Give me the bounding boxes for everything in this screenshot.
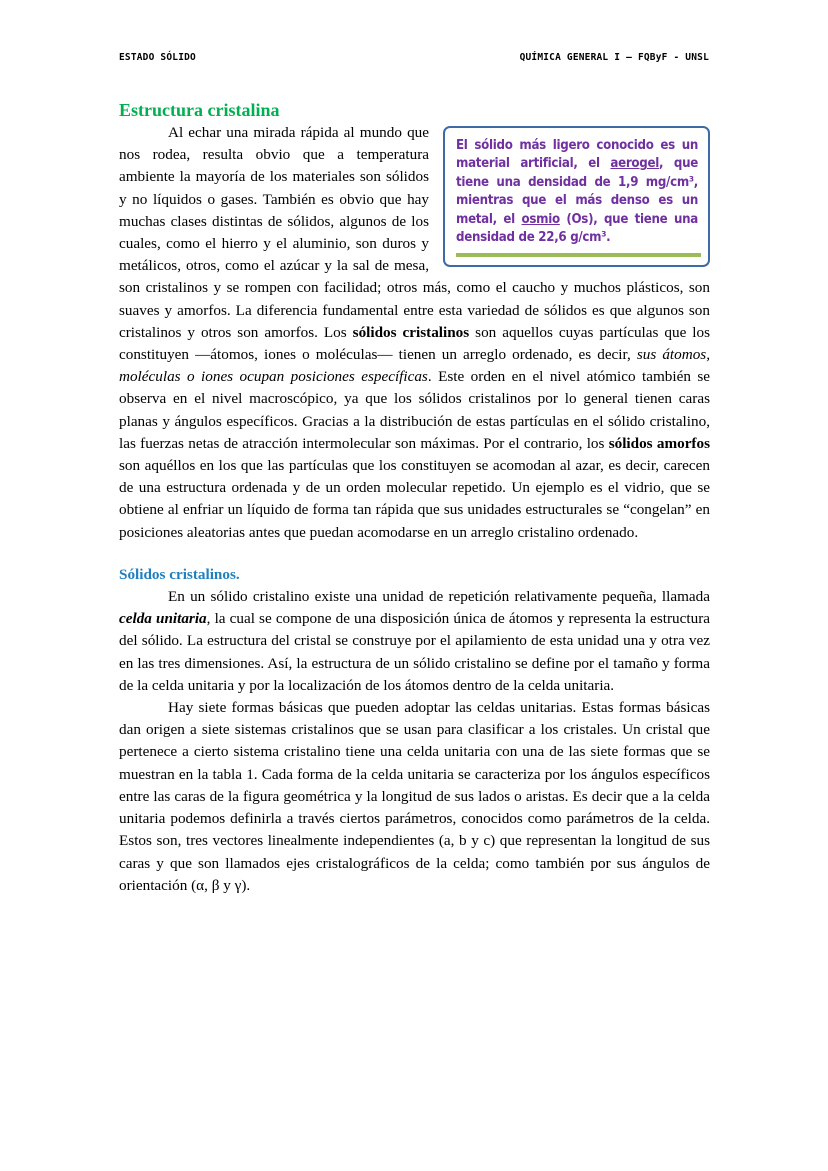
document-body [119, 98, 710, 897]
callout-aerogel-link: aerogel [610, 156, 659, 172]
emphasis-posiciones: sus átomos, moléculas o iones ocupan posiciones específicas [119, 346, 711, 386]
callout-text-part: , que tiene una densidad de 1,9 mg/cm³, mientras que el más denso es un metal, el [456, 156, 698, 227]
text-run: En un sólido cristalino existe una unidad de repetición relativamente pequeña, llamada [168, 588, 710, 606]
callout-text-part: (Os), que tiene una densidad de 22,6 g/cm³. [456, 211, 699, 246]
term-solidos-cristalinos: sólidos cristalinos [352, 323, 470, 341]
text-run: Al echar una mirada rápida al mundo que nos rodea, resulta obvio que a temperatura ambiente la mayoría de los materiales son sólidos y no líquidos o gases. También es obvio que hay muchas clases distintas de sólidos, algunos de los cuales, como el hierro y el aluminio, son duros y metálicos, otros, como el azúcar y la sal de mesa, son cristalinos y se rompen con facilidad; otros más, como el caucho y muchos plásticos, son suaves y amorfos. La diferencia fundamental entre esta variedad de sólidos es que algunos son cristalinos y otros son amorfos. Los [119, 124, 710, 341]
callout-osmio-link: osmio [521, 211, 560, 227]
paragraph-celda-unitaria [119, 586, 710, 697]
text-run: , la cual se compone de una disposición única de átomos y representa la estructura del sólido. La estructura del cristal se construye por el apilamiento de esta unidad una y otra vez en las tres dimensiones. Así, la estructura de un sólido cristalino se define por el tamaño y forma de la celda unitaria y por la localización de los átomos dentro de la celda unitaria. [119, 610, 710, 694]
paragraph-sistemas-cristalinos: Hay siete formas básicas que pueden adoptar las celdas unitarias. Estas formas básicas dan origen a siete sistemas cristalinos que se usan para clasificar a los cristales. Un cristal que pertenece a cierto sistema cristalino tiene una celda unitaria con una de las siete formas que se muestran en la tabla 1. Cada forma de la celda unitaria se caracteriza por los ángulos específicos entre las caras de la figura geométrica y la longitud de sus lados o aristas. Es decir que a la celda unitaria podemos definirla a través ciertos parámetros, conocidos como parámetros de la celda. Estos son, tres vectores linealmente independientes (a, b y c) que representan la longitud de sus caras y que son llamados ejes cristalográficos de la celda; como también por sus ángulos de orientación (α, β y γ). [119, 699, 710, 894]
callout-text-part: El sólido más ligero conocido es un material artificial, el [456, 138, 698, 172]
section-title: Estructura cristalina [119, 100, 280, 120]
text-run: . Este orden en el nivel atómico también se observa en el nivel macroscópico, ya que los sólidos cristalinos por lo general tienen caras planas y ángulos específicos. Gracias a la distribución de estas partículas en el sólido cristalino, las fuerzas netas de atracción intermolecular son máximas. Por el contrario, los [119, 368, 710, 452]
callout-box [443, 126, 710, 267]
term-celda-unitaria: celda unitaria [119, 610, 207, 628]
running-header-right: QUÍMICA GENERAL I – FQByF - UNSL [519, 52, 709, 63]
text-run: son aquéllos en los que las partículas que los constituyen se acomodan al azar, es decir, carecen de una estructura ordenada y de un orden molecular repetido. Un ejemplo es el vidrio, que se obtiene al enfriar un líquido de forma tan rápida que sus unidades estructurales se “congelan” en posiciones aleatorias antes que puedan acomodarse en un arreglo cristalino ordenado. [119, 457, 710, 541]
callout-accent-bar [456, 253, 701, 257]
callout-text [456, 137, 698, 247]
subsection-title: Sólidos cristalinos. [119, 565, 240, 583]
term-solidos-amorfos: sólidos amorfos [608, 434, 710, 452]
running-header-left: ESTADO SÓLIDO [119, 52, 196, 63]
text-run: son aquellos cuyas partículas que los constituyen —átomos, iones o moléculas— tienen un arreglo ordenado, es decir, [119, 323, 711, 364]
